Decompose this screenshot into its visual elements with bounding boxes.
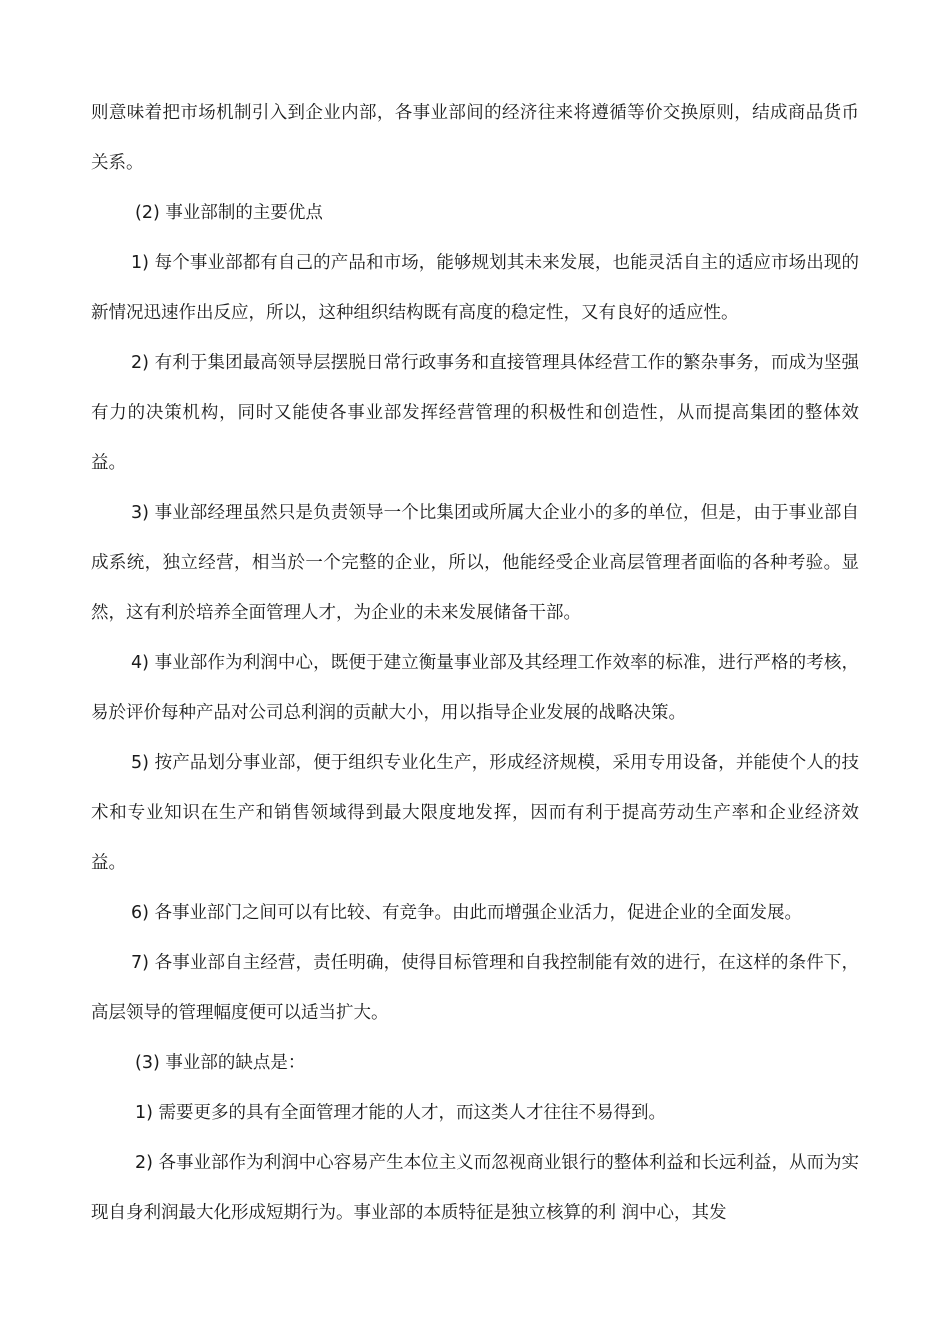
document-body xyxy=(91,88,859,1238)
disadvantage-item-2: 2) 各事业部作为利润中心容易产生本位主义而忽视商业银行的整体利益和长远利益，从而为实现自身利润最大化形成短期行为。事业部的本质特征是独立核算的利 润中心，其发 xyxy=(91,1153,859,1223)
section-heading-advantages: (2) 事业部制的主要优点 xyxy=(135,203,323,223)
section-heading-disadvantages: (3) 事业部的缺点是： xyxy=(135,1053,306,1073)
advantage-item-7: 7) 各事业部自主经营，责任明确，使得目标管理和自我控制能有效的进行，在这样的条件下，高层领导的管理幅度便可以适当扩大。 xyxy=(91,953,859,1023)
advantage-item-6: 6) 各事业部门之间可以有比较、有竞争。由此而增强企业活力，促进企业的全面发展。 xyxy=(131,903,803,923)
paragraph-continuation: 则意味着把市场机制引入到企业内部，各事业部间的经济往来将遵循等价交换原则，结成商品货币关系。 xyxy=(91,103,859,173)
disadvantage-item-1: 1) 需要更多的具有全面管理才能的人才，而这类人才往往不易得到。 xyxy=(135,1103,667,1123)
advantage-item-4: 4) 事业部作为利润中心，既便于建立衡量事业部及其经理工作效率的标准，进行严格的考核，易於评价每种产品对公司总利润的贡献大小，用以指导企业发展的战略决策。 xyxy=(91,653,859,723)
advantage-item-5: 5) 按产品划分事业部，便于组织专业化生产，形成经济规模，采用专用设备，并能使个人的技术和专业知识在生产和销售领域得到最大限度地发挥，因而有利于提高劳动生产率和企业经济效益。 xyxy=(91,753,859,873)
advantage-item-1: 1) 每个事业部都有自己的产品和市场，能够规划其未来发展，也能灵活自主的适应市场出现的新情况迅速作出反应，所以，这种组织结构既有高度的稳定性，又有良好的适应性。 xyxy=(91,253,859,323)
advantage-item-2: 2) 有利于集团最高领导层摆脱日常行政事务和直接管理具体经营工作的繁杂事务，而成为坚强有力的决策机构，同时又能使各事业部发挥经营管理的积极性和创造性，从而提高集团的整体效益。 xyxy=(91,353,859,473)
advantage-item-3: 3) 事业部经理虽然只是负责领导一个比集团或所属大企业小的多的单位，但是，由于事业部自成系统，独立经营，相当於一个完整的企业，所以，他能经受企业高层管理者面临的各种考验。显然，这有利於培养全面管理人才，为企业的未来发展储备干部。 xyxy=(91,503,859,623)
